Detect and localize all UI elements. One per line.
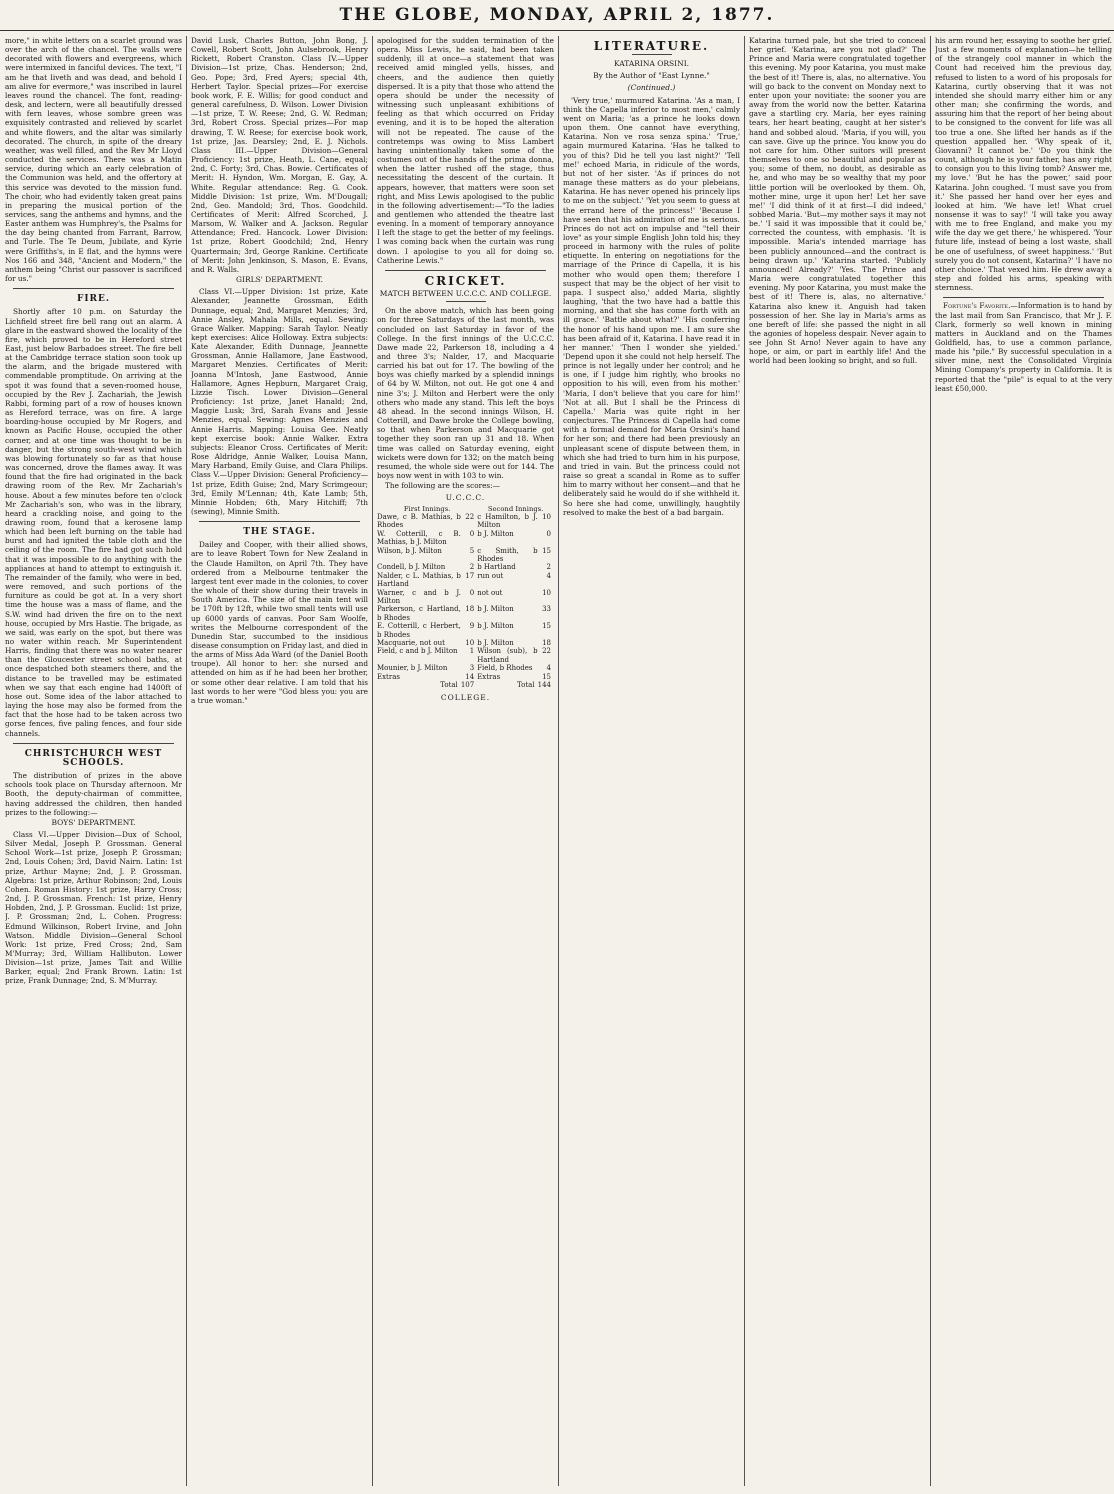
column-1 [5,36,182,1486]
section-divider [199,521,360,522]
batsman-second-innings: Field, b Rhodes [477,664,533,673]
section-divider [943,297,1104,298]
runs-second-innings: 18 [542,639,551,647]
runs-first-innings: 3 [469,664,475,673]
column-rule [186,36,187,1486]
boys-prize-list: Class VI.—Upper Division—Dux of School, Silver Medal, Joseph P. Grossman. General School Work—1st prize, Joseph P. Grossman; 2nd, Louis Cohen; 3rd, David Nairn. Latin: 1st prize, Arthur Mayne; 2nd, J. P. Grossman. Algebra: 1st prize, Arthur Robinson; 2nd, Louis Cohen. Roman History: 1st prize, Harry Cross; 2nd, J. P. Grossman. French: 1st prize, Henry Hobden, 2nd, J. P. Grossman. Euclid: 1st prize, J. P. Grossman; 2nd, L. Cohen. Progress: Edmund Wilkinson, Robert Irvine, and John Watson. Middle Division—General School Work: 1st prize, Fred Cross; 2nd, Sam M'Murray; 3rd, William Hallibuton. Lower Division—1st prize, James Tait and Willie Barker, equal; 2nd Frank Brown. Latin: 1st prize, Frank Dunnage; 2nd, S. M'Murray. [5,829,182,986]
batsman-second-innings: c Smith, b Rhodes [477,546,538,563]
runs-second-innings: 33 [542,605,551,614]
score-row [377,622,554,639]
cricket-heading: CRICKET. [424,273,507,288]
runs-first-innings: 17 [465,571,475,580]
ucc-team-heading: U.C.C.C. [445,493,486,503]
score-row [377,673,554,681]
batsman-first-innings: Condell, b J. Milton [377,563,446,572]
first-innings-label: First Innings. [403,504,451,513]
batsman-first-innings: Nalder, c L. Mathias, b Hartland [377,571,461,589]
stage-heading: THE STAGE. [243,527,316,538]
college-team-heading: COLLEGE. [440,693,491,703]
total-first-innings: 107 [460,681,475,690]
stage-article: Dailey and Cooper, with their allied shows, are to leave Robert Town for New Zealand in the Claude Hamilton, on April 7th. They have ordered from a Melbourne tentmaker the largest tent ever made in the colonies, to cover the whole of their show during their travels in South America. The size of the main tent will be 170ft by 12ft, while two small tents will use up 6000 yards of canvas. Poor Sam Woolfe, writes the Melbourne correspondent of the Dunedin Star, succumbed to the insidious disease consumption on Friday last, and died in the arms of Miss Ada Ward (of the Daniel Booth troupe). All honor to her: she nursed and attended on him as if he had been her brother, or some other dear relative. I am told that his last words to her were "God bless you: you are a true woman." [191,540,368,705]
runs-second-innings: 22 [542,647,551,656]
story-byline: By the Author of "East Lynne." [593,71,710,81]
batsman-second-innings: Extras [477,672,501,681]
batsman-first-innings: Warner, c and b J. Milton [377,588,461,605]
cricket-article: On the above match, which has been going on for three Saturdays of the last month, was concluded on last Saturday in favor of the College. In the first innings of the U.C.C.C. Dawe made 22, Parkerson 18, including a 4 and three 3's; Nalder, 17, and Macquarie carried his bat out for 17. The bowling of the boys was chiefly marked by a splendid innings of 64 by W. Milton, not out. He got one 4 and nine 3's; J. Milton and Herbert were the only others who made any stand. This left the boys 48 ahead. In the second innings Wilson, H. Cotterill, and Dawe broke the College bowling, so that when Parkerson and Macquarie got together they soon ran up 31 and 18. When time was called on Saturday evening, eight wickets were down for 132; on the match being resumed, the whole side were out for 144. The boys now went in with 103 to win. [377,306,554,481]
batsman-first-innings: Wilson, b J. Milton [377,546,442,555]
runs-second-innings: 2 [546,563,551,572]
runs-second-innings: 4 [546,664,551,673]
runs-first-innings: 18 [465,605,475,614]
column-rule [930,36,931,1486]
boys-department-heading: BOYS' DEPARTMENT. [51,817,136,827]
batsman-first-innings: Macquarie, not out [377,639,445,647]
runs-second-innings: 15 [542,622,551,631]
section-divider [13,288,174,289]
column-rule [744,36,745,1486]
score-row [377,572,554,589]
column-2 [191,36,368,1486]
fire-heading: FIRE. [76,294,111,305]
schools-intro: The distribution of prizes in the above schools took place on Thursday afternoon. Mr Booth, the deputy-chairman of committee, having addressed the children, then handed prizes to the following:— [5,771,182,817]
cricket-subheading: MATCH BETWEEN U.C.C.C. AND COLLEGE. [379,289,552,299]
runs-first-innings: 2 [469,563,475,572]
batsman-second-innings: b J. Milton [477,622,514,631]
story-text-continued: Katarina turned pale, but she tried to conceal her grief. 'Katarina, are you not glad?' The Prince and Maria were congratulated together this evening. My poor Katarina, you must make the best of it! There is, alas, no alternative. You will go back to the convent on Monday next to enter upon your novitiate: the sooner you are away from the world now the better. Katarina gave a startling cry. Maria, her eyes raining tears, her heart beating, caught at her sister's hand and sobbed aloud. 'Maria, if you will, you can save. Give up the prince. You know you do not care for him. Other suitors will present themselves to one so beautiful and popular as you; some of them, no doubt, as desirable as he, and who may be so wealthy that my poor little portion will be overlooked by them. Oh, mother mine, urge it upon her! Let her save me!' 'I did think of it at first—I did indeed,' sobbed Maria. 'But—my mother says it may not be.' 'I said it was impossible that it could be,' corrected the countess, with emphasis. 'It is impossible. Maria's intended marriage has been publicly announced—and the contract is being drawn up.' 'Katarina started. 'Publicly announced! Already?' 'Yes. The Prince and Maria were congratulated together this evening. My poor Katarina, you must make the best of it! There is, alas, no alternative.' Katarina also knew it. Anguish had taken possession of her. She lay in Maria's arms as one bereft of life: she passed the night in all the agonies of hopeless despair. Never again to see John St Arno! Never again to have any hope, or aim, or part in earthly life! And the world had been looking so bright, and so full. [749,36,926,366]
batsman-first-innings: Dawe, c B. Mathias, b Rhodes [377,512,461,530]
runs-second-innings: 15 [542,546,551,555]
scores-intro: The following are the scores:— [385,481,500,491]
score-row [377,563,554,571]
total-label: Total [440,681,458,690]
fortunes-favorite-text: —Information is to hand by the last mail from San Francisco, that Mr J. F. Clark, formerly so well known in mining matters in Auckland and on the Thames Goldfield, has, to use a common parlance, made his "pile." By successful speculation in a silver mine, next the Consolidated Virginia Mining Company's property in California. It is reported that the "pile" is equal to at the very least £50,000. [935,301,1112,393]
masthead: THE GLOBE, MONDAY, APRIL 2, 1877. [0,0,1114,31]
small-rule [632,54,672,55]
schools-heading: CHRISTCHURCH WEST SCHOOLS. [24,748,163,768]
score-row [377,605,554,622]
column-6 [935,36,1112,1486]
section-divider [385,270,546,271]
batsman-second-innings: b Hartland [477,563,516,572]
runs-first-innings: 22 [465,512,475,521]
batsman-first-innings: W. Cotterill, c B. Mathias, b J. Milton [377,529,461,547]
continued-label: (Continued.) [627,83,676,93]
runs-first-innings: 14 [465,672,475,681]
batsman-first-innings: Extras [377,672,400,681]
column-rule [372,36,373,1486]
score-row [377,547,554,564]
girls-department-heading: GIRLS' DEPARTMENT. [236,275,323,285]
score-row [377,647,554,664]
fortunes-favorite-item [935,301,1112,393]
total-label: Total [517,681,535,690]
batsman-second-innings: Wilson (sub), b Hartland [477,647,538,664]
column-rule [558,36,559,1486]
boys-prize-list-continued: David Lusk, Charles Button, John Bong, J. Cowell, Robert Scott, John Aulsebrook, Henry Rickett, Robert Cranston. Class IV.—Upper Division—1st prize, Chas. Henderson; 2nd, Geo. Pope; 3rd, Fred Ayers; special 4th, Herbert Taylor. Special prizes—For exercise book work, F. E. Willis; for good conduct and general carefulness, D. Wilson. Lower Division—1st prize, T. W. Reese; 2nd, G. W. Redman; 3rd, Robert Cross. Special prizes—For map drawing, T. W. Reese; for exercise book work, 1st prize, Jas. Dearsley; 2nd, E. J. Nichols. Class III.—Upper Division—General Proficiency: 1st prize, Heath, L. Cane, equal; 2nd, C. Forty; 3rd, Chas. Bowie. Certificates of Merit: H. Hyndon, Wm. Morgan, E. Gay, A. White. Regular attendance: Reg. G. Cook. Middle Division: 1st prize, Wm. M'Dougall; 2nd, Geo. Mandold; 3rd, Thos. Goodchild. Certificates of Merit: Alfred Scorched, J. Marsom, W. Walker and A. Jackson. Regular Attendance; Fred. Hancock. Lower Division: 1st prize, Robert Goodchild; 2nd, Henry Quartermain; 3rd, George Rankine. Certificate of Merit: John Jenkinson, S. Mason, E. Evans, and R. Walls. [191,36,368,274]
section-divider [13,743,174,744]
score-row [377,664,554,672]
literature-heading: LITERATURE. [593,39,710,53]
small-rule [446,301,486,302]
story-title: KATARINA ORSINI. [613,59,690,69]
second-innings-label: Second Innings. [487,504,544,513]
runs-first-innings: 0 [469,588,475,597]
score-row [377,639,554,647]
runs-first-innings: 9 [469,622,475,631]
runs-first-innings: 1 [469,647,475,656]
batsman-first-innings: Field, c and b J. Milton [377,647,458,656]
runs-second-innings: 0 [546,529,551,538]
column-3 [377,36,554,1486]
batsman-second-innings: c Hamilton, b J. Milton [477,512,538,530]
runs-first-innings: 10 [465,639,475,647]
runs-first-innings: 0 [469,529,475,538]
story-text-continued: his arm round her, essaying to soothe her grief. Just a few moments of explanation—he telling of the strangely cool manner in which the Count had received him the previous day, refused to listen to a word of his proposals for Katarina, curtly observing that it was not intended she should marry either him or any other man; she confirming the words, and assuring him that the report of her being about to be consigned to the convent for life was all too true a one. She lifted her hands as if the question appalled her. 'Why speak of it, Giovanni? It cannot be.' 'Do you think the count, although he is your father, has any right to consign you to this living tomb? Answer me, my love.' 'But he has the power,' said poor Katarina. John coughed. 'I must save you from it.' She passed her hand over her eyes and looked at him. 'We have let! What cruel nonsense it was to say!' 'I will take you away with me to free England, and make you my wife the day we get there,' he whispered. 'Your future life, instead of being a lost waste, shall be one of usefulness, of sweet happiness.' 'But surely you do not consent, Katarina?' 'I have no other choice.' That vexed him. He drew away a step and folded his arms, speaking with sternness. [935,36,1112,293]
runs-second-innings: 10 [542,588,551,597]
score-row [377,589,554,606]
batsman-first-innings: Parkerson, c Hartland, b Rhodes [377,605,461,622]
column-4 [563,36,740,1486]
batsman-second-innings: b J. Milton [477,639,514,647]
batsman-second-innings: run out [477,571,504,580]
runs-second-innings: 4 [546,571,551,580]
opera-article: apologised for the sudden termination of the opera. Miss Lewis, he said, had been taken suddenly, ill at once—a statement that was received amid mingled yells, hisses, and cheers, and the audience then quietly dispersed. It is a pity that those who attend the opera should be under the necessity of witnessing such unpleasant exhibitions of feeling as that which occurred on Friday evening, and it is to be hoped the alteration will not be repeated. The cause of the contretemps was owing to Miss Lambert having unintentionally taken some of the costumes out of the hands of the prima donna, when the latter rushed off the stage, thus necessitating the descent of the curtain. It appears, however, that matters were soon set right, and Miss Lewis apologised to the public in the following advertisement:—"To the ladies and gentlemen who attended the theatre last evening. In a moment of temporary annoyance I left the stage to get the better of my feelings. I was coming back when the curtain was rung down. I apologise to you all for doing so. Catherine Lewis." [377,36,554,265]
batsman-second-innings: not out [477,588,503,597]
ucc-scorecard [377,505,554,690]
score-row [377,530,554,547]
batsman-first-innings: E. Cotterill, c Herbert, b Rhodes [377,622,461,639]
batsman-second-innings: b J. Milton [477,605,514,614]
batsman-first-innings: Mounier, b J. Milton [377,664,448,673]
story-text: 'Very true,' murmured Katarina. 'As a man, I think the Capella inferior to most men,' calmly went on Maria; 'as a prince he looks down upon them. One cannot have everything, Katarina. Non ve rosa senza spina.' 'True,' again murmured Katarina. 'Has he talked to you of this? Did he tell you last night?' 'Tell me!' echoed Maria, in ridicule of the words, but not of her sister. 'As if princes do not manage these matters as do your plebeians, Katarina. He has never opened his princely lips to me on the subject.' 'Yet you seem to guess at the errand here of the princess!' 'Because I have seen that his admiration of me is serious. Princes do not act on impulse and "tell their love" as your simple English John told his; they proceed in harmony with the rules of polite etiquette. In entering on negotiations for the marriage of the Prince di Capella, it is his mother who would open them; therefore I suspect that may be the object of her visit to papa. I suspect also,' added Maria, slightly laughing, 'that the two have had a battle this morning, and that she has come forth with an ill grace.' 'Battle about what?' 'His conferring the honor of his hand upon me. I am sure she has been afraid of it, Katarina. I have read it in her manner.' 'Then I wonder she yielded.' 'Depend upon it she could not help herself. The prince is not legally under her control; and he is one, if I judge him rightly, who brooks no opposition to his will, even from his mother.' 'Maria, I don't believe that you care for him!' 'Not at all. But I shall be the Princess di Capella.' Maria was quite right in her conjectures. The Princess di Capella had come with a formal demand for Maria Orsini's hand for her son; and there had been previously an unpleasant scene of dispute between them, in which she had tried to turn him in his purpose, and tried in vain. But the princess could not raise so great a scandal in Rome as to suffer him to marry without her consent—and that he deliberately said he would do if she withheld it. So here she had come, unwillingly, haughtily resolved to make the best of a bad bargain. [563,95,740,517]
fire-article: Shortly after 10 p.m. on Saturday the Lichfield street fire bell rang out an alarm. A glare in the eastward showed the locality of the fire, which proved to be in Hereford street East, just below Barbadoes street. The fire bell at the Cambridge terrace station soon took up the alarm, and the brigade mustered with commendable promptitude. On arriving at the spot it was found that a seven-roomed house, occupied by the Rev J. Zachariah, the Jewish Rabbi, forming part of a row of houses known as Hereford terrace, was on fire. A large boarding-house occupied by Mr Rogers, and known as Pacific House, occupied the other corner, and at one time was thought to be in danger, but the strong south-west wind which was blowing fortunately so far as that house was concerned, drove the flames away. It was found that the fire had originated in the back drawing room of the Rev. Mr Zachariah's house. About a few minutes before ten o'clock Mr Zachariah's son, who was in the library, heard a crackling noise, and going to the drawing room, found that a kerosene lamp which had been left burning on the table had burst and had ignited the table cloth and the ceiling of the room. The fire had got such hold that it was impossible to do anything with the appliances at hand to attempt to extinguish it. The remainder of the family, who were in bed, were removed, and such portions of the furniture as could be got at. In a very short time the house was a mass of flame, and the S.W. wind had driven the fire on to the next house, occupied by Mrs Hastie. The brigade, as we said, was early on the spot, but there was no water within reach. Mr Superintendent Harris, finding that there was no water nearer than the Gloucester street school baths, at once despatched both steamers there, and the distance to be travelled may be estimated when we say that each engine had 1400ft of hose out. Some idea of the labor attached to laying the hose may also be formed from the fact that the hose had to be taken across two gorse fences, five paling fences, and four side channels. [5,307,182,738]
fortunes-favorite-heading: Fortune's Favorite. [943,301,1011,311]
girls-prize-list: Class VI.—Upper Division: 1st prize, Kate Alexander, Jeannette Grossman, Edith Dunnage, equal; 2nd, Margaret Menzies; 3rd, Annie Ansley, Mahala Mills, equal. Sewing: Grace Walker. Mapping: Sarah Taylor. Neatly kept exercises: Alice Holloway. Extra subjects: Kate Alexander, Edith Dunnage, Jeannette Grossman, Annie Hallamore, Jane Eastwood, Margaret Menzies. Certificates of Merit: Joanna M'Intosh, Jane Eastwood, Annie Hallamore, Agnes Hepburn, Margaret Craig, Lizzie Tisch. Lower Division—General Proficiency: 1st prize, Janet Hanald; 2nd, Maggie Lusk; 3rd, Sarah Evans and Jessie Menzies, equal. Sewing: Agnes Menzies and Annie Harris. Mapping: Louisa Gee. Neatly kept exercise book: Annie Walker. Extra subjects: Eleanor Cross. Certificates of Merit: Rose Aldridge, Annie Walker, Louisa Mann, Mary Harband, Emily Guise, and Clara Philips. Class V.—Upper Division: General Proficiency—1st prize, Edith Guise; 2nd, Mary Scrimgeour; 3rd, Emily M'Lennan; 4th, Kate Lamb; 5th, Minnie Hobden; 6th, Mary Hitchiff; 7th (sewing), Minnie Smith. [191,287,368,516]
total-second-innings: 144 [537,681,551,690]
column-5 [749,36,926,1486]
score-row [377,513,554,530]
runs-second-innings: 10 [542,512,551,521]
batsman-second-innings: b J. Milton [477,529,514,538]
easter-services-text: more," in white letters on a scarlet ground was over the arch of the chancel. The walls were decorated with flowers and evergreens, which were intermixed in fanciful devices. The text, "I am he that liveth and was dead, and behold I am alive for evermore," was inscribed in laurel leaves round the chancel. The font, reading-desk, and lectern, were all beautifully dressed with fern leaves, whose sombre green was exquisitely contrasted and relieved by scarlet and white flowers, and the altar was similarly decorated. The church, in spite of the dreary weather, was well filled, and the Rev Mr Lloyd conducted the services. There was a Matin service, during which an early celebration of the Communion was held, and the offertory at this service was devoted to the mission fund. The choir, who had evidently taken great pains in preparing the musical portion of the services, sang the anthems and hymns, and the Easter anthem was Humphrey's, the Psalms for the day being chanted from Farrant, Barrow, and Turle. The Te Deum, Jubilate, and Kyrie were Griffiths's, in E flat, and the hymns were Nos 166 and 348, "Ancient and Modern," the anthem being "Christ our passover is sacrificed for us." [5,36,182,284]
runs-second-innings: 15 [542,672,551,681]
runs-first-innings: 5 [469,546,475,555]
